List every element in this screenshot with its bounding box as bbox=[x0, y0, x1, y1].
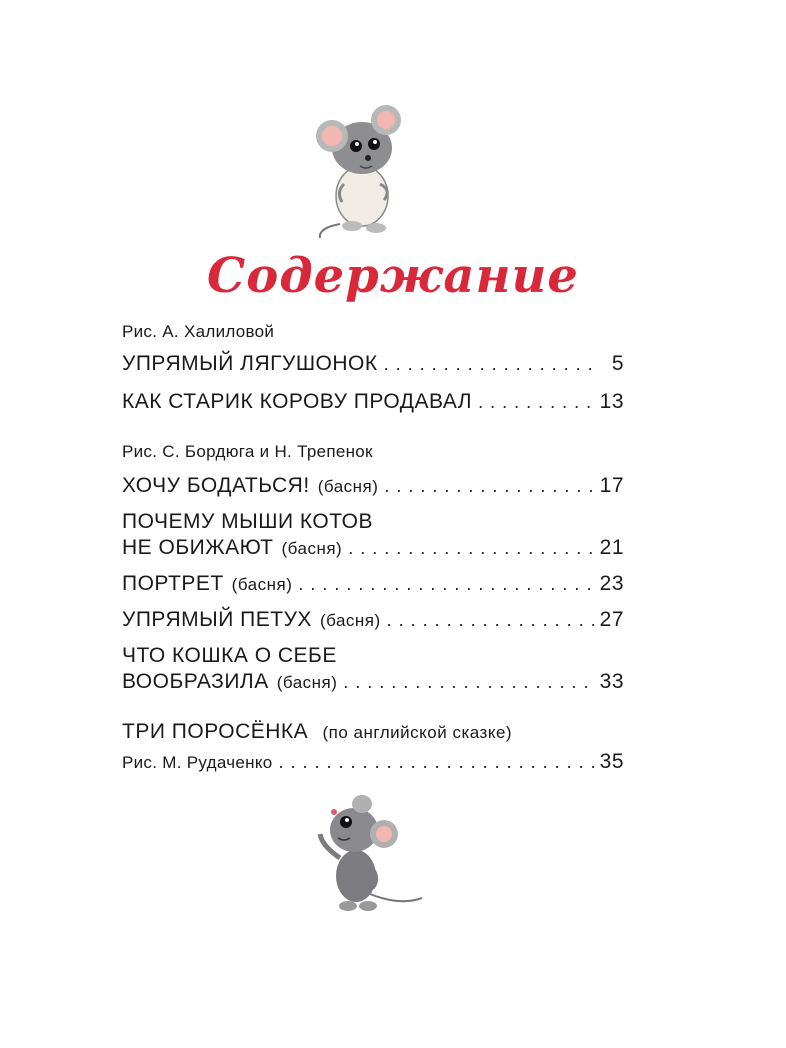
page-number: 27 bbox=[599, 608, 624, 631]
illustrator-credit: Рис. А. Халиловой bbox=[122, 322, 275, 341]
entry-title-line1[interactable] bbox=[122, 720, 624, 744]
entry-title: КАК СТАРИК КОРОВУ ПРОДАВАЛ bbox=[122, 390, 473, 413]
entry-genre: (басня) bbox=[231, 575, 293, 594]
page-number: 33 bbox=[599, 670, 624, 693]
toc-entry[interactable] bbox=[122, 608, 624, 632]
entry-title: УПРЯМЫЙ ПЕТУХ bbox=[122, 608, 312, 631]
entry-title: ХОЧУ БОДАТЬСЯ! bbox=[122, 474, 310, 497]
dot-leader bbox=[478, 392, 594, 413]
page-number: 23 bbox=[599, 572, 624, 595]
dot-leader bbox=[384, 476, 593, 497]
toc-entry[interactable] bbox=[122, 390, 624, 414]
entry-genre: (басня) bbox=[319, 611, 381, 630]
entry-genre: (басня) bbox=[276, 673, 338, 692]
dot-leader bbox=[298, 574, 593, 595]
toc-entry[interactable] bbox=[122, 572, 624, 596]
page-number: 21 bbox=[599, 536, 624, 559]
dot-leader bbox=[348, 538, 593, 559]
page-title: Содержание bbox=[207, 248, 579, 304]
entry-genre: (басня) bbox=[281, 539, 343, 558]
entry-title-line1: ЧТО КОШКА О СЕБЕ bbox=[122, 644, 337, 667]
entry-title: ПОРТРЕТ bbox=[122, 572, 224, 595]
entry-title: НЕ ОБИЖАЮТ bbox=[122, 536, 274, 559]
illustrator-credit: Рис. С. Бордюга и Н. Трепенок bbox=[122, 442, 373, 461]
dot-leader bbox=[387, 610, 594, 631]
entry-source-note: (по английской сказке) bbox=[322, 723, 513, 742]
page-number: 35 bbox=[599, 750, 624, 773]
toc-entry[interactable] bbox=[122, 536, 624, 560]
entry-genre: (басня) bbox=[317, 477, 379, 496]
toc-entry[interactable] bbox=[122, 750, 624, 774]
toc-entry[interactable] bbox=[122, 670, 624, 694]
illustrator-credit: Рис. М. Рудаченко bbox=[122, 753, 273, 772]
entry-title: ВООБРАЗИЛА bbox=[122, 670, 269, 693]
dot-leader bbox=[343, 672, 593, 693]
toc-entry[interactable] bbox=[122, 474, 624, 498]
page-number: 13 bbox=[599, 390, 624, 413]
mouse-illustration-bottom bbox=[300, 794, 430, 924]
dot-leader bbox=[279, 752, 594, 773]
toc-entry[interactable] bbox=[122, 352, 624, 376]
page-number: 5 bbox=[611, 352, 624, 375]
entry-title-line1: ПОЧЕМУ МЫШИ КОТОВ bbox=[122, 510, 373, 533]
dot-leader bbox=[384, 354, 600, 375]
entry-title: УПРЯМЫЙ ЛЯГУШОНОК bbox=[122, 352, 378, 375]
page-number: 17 bbox=[599, 474, 624, 497]
entry-title: ТРИ ПОРОСЁНКА bbox=[122, 720, 309, 743]
mouse-illustration-top bbox=[300, 96, 420, 246]
